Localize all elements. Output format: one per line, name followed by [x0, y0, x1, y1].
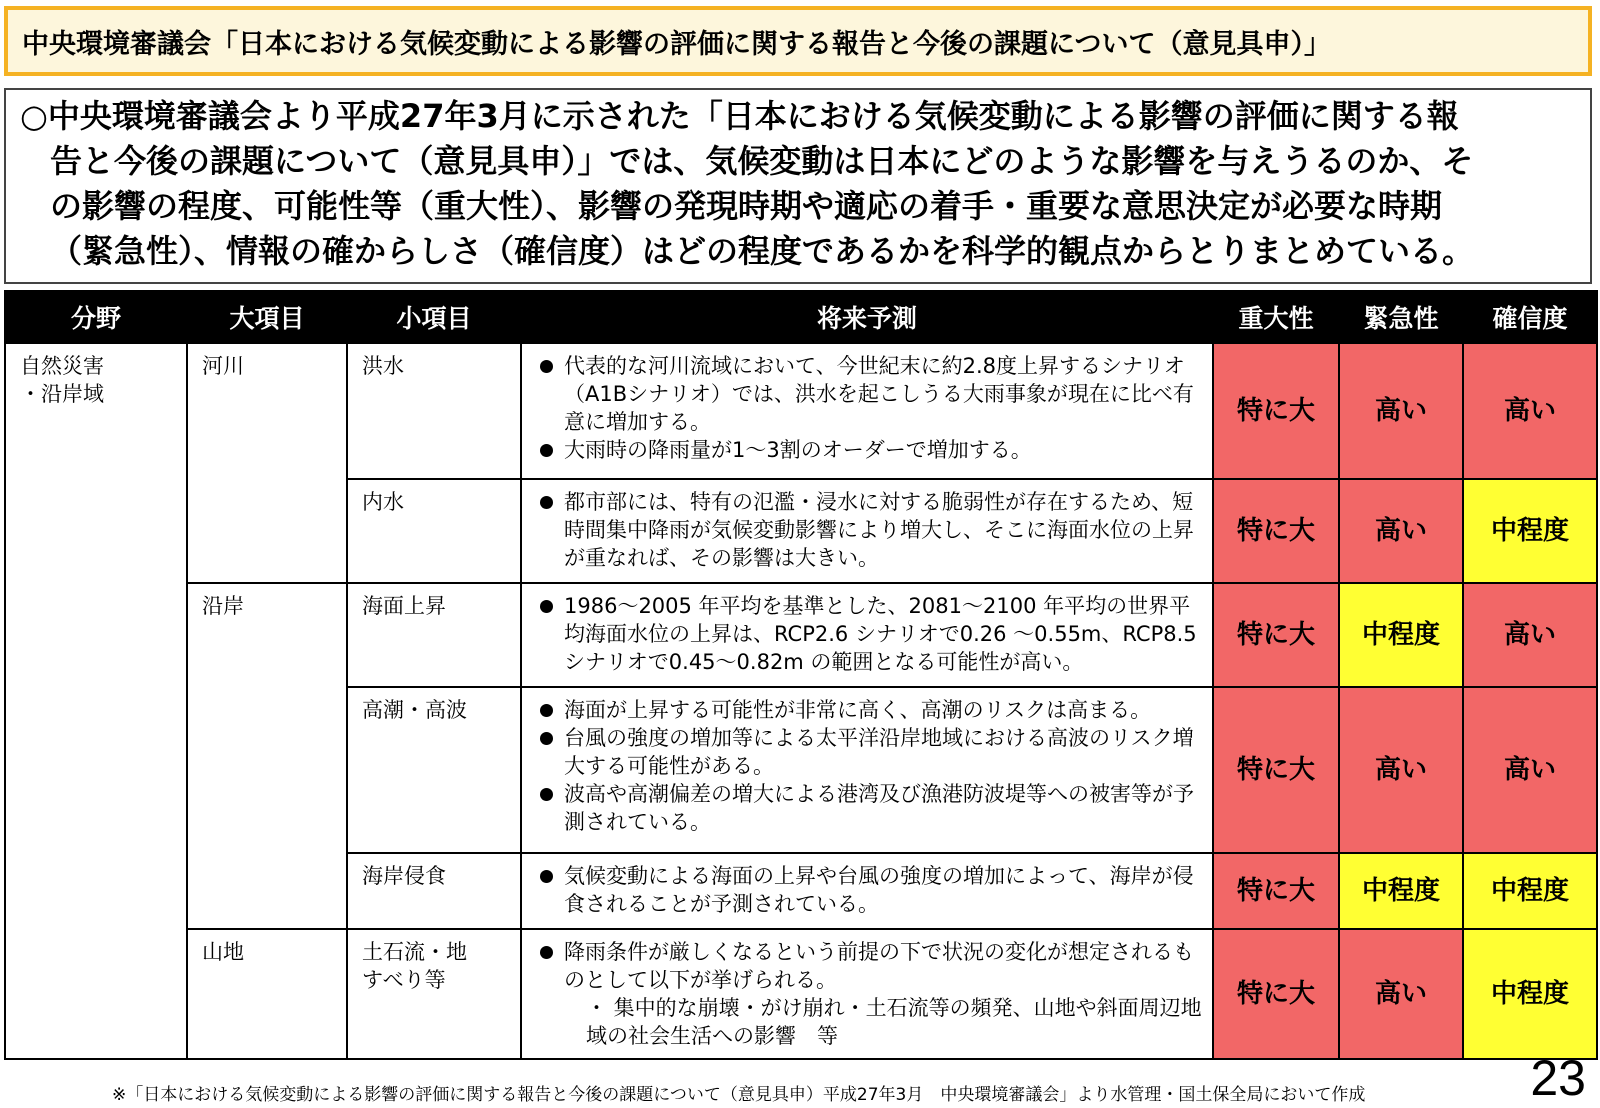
prediction-bullet: 降雨条件が厳しくなるという前提の下で状況の変化が想定されるものとして以下が挙げられる。	[536, 938, 1202, 994]
prediction-list	[536, 862, 1202, 918]
major-item-cell: 山地	[187, 929, 347, 1059]
confidence-cell: 中程度	[1463, 479, 1597, 583]
urgency-cell: 高い	[1339, 929, 1463, 1059]
header-field: 分野	[5, 291, 187, 343]
severity-cell: 特に大	[1213, 853, 1339, 929]
prediction-bullet: 代表的な河川流域において、今世紀末に約2.8度上昇するシナリオ（A1Bシナリオ）では、洪水を起こしうる大雨事象が現在に比べ有意に増加する。	[536, 352, 1202, 436]
minor-item-cell: 高潮・高波	[347, 687, 521, 853]
header-minor-item: 小項目	[347, 291, 521, 343]
prediction-list	[536, 938, 1202, 994]
prediction-sub-item: ・ 集中的な崩壊・がけ崩れ・土石流等の頻発、山地や斜面周辺地域の社会生活への影響 等	[586, 996, 1202, 1048]
minor-item-cell: 内水	[347, 479, 521, 583]
confidence-cell: 高い	[1463, 583, 1597, 687]
table-header-row	[5, 291, 1597, 343]
footer-note: ※「日本における気候変動による影響の評価に関する報告と今後の課題について（意見具申）平成27年3月 中央環境審議会」より水管理・国土保全局において作成	[112, 1085, 1366, 1105]
prediction-bullet: 海面が上昇する可能性が非常に高く、高潮のリスクは高まる。	[536, 696, 1202, 724]
prediction-cell	[521, 853, 1213, 929]
minor-item-cell: 海面上昇	[347, 583, 521, 687]
impact-table	[4, 290, 1598, 1060]
confidence-cell: 高い	[1463, 343, 1597, 479]
prediction-cell	[521, 687, 1213, 853]
prediction-list	[536, 488, 1202, 572]
header-major-item: 大項目	[187, 291, 347, 343]
minor-item-cell: 洪水	[347, 343, 521, 479]
major-item-cell: 河川	[187, 343, 347, 583]
severity-cell: 特に大	[1213, 479, 1339, 583]
prediction-bullet: 大雨時の降雨量が1～3割のオーダーで増加する。	[536, 436, 1202, 464]
severity-cell: 特に大	[1213, 583, 1339, 687]
urgency-cell: 中程度	[1339, 583, 1463, 687]
prediction-bullet: 都市部には、特有の氾濫・浸水に対する脆弱性が存在するため、短時間集中降雨が気候変動影響により増大し、そこに海面水位の上昇が重なれば、その影響は大きい。	[536, 488, 1202, 572]
prediction-bullet: 気候変動による海面の上昇や台風の強度の増加によって、海岸が侵食されることが予測されている。	[536, 862, 1202, 918]
urgency-cell: 高い	[1339, 479, 1463, 583]
page-number: 23	[1530, 1050, 1586, 1106]
field-cell: 自然災害 ・沿岸域	[5, 343, 187, 1059]
table-row	[5, 343, 1597, 479]
prediction-list	[536, 696, 1202, 836]
summary-line: 告と今後の課題について（意見具申）」では、気候変動は日本にどのような影響を与えうるのか、そ	[50, 142, 1474, 180]
prediction-cell	[521, 929, 1213, 1059]
summary-line: ○中央環境審議会より平成27年3月に示された「日本における気候変動による影響の評価に関する報	[20, 97, 1459, 135]
header-urgency: 緊急性	[1339, 291, 1463, 343]
prediction-bullet: 波高や高潮偏差の増大による港湾及び漁港防波堤等への被害等が予測されている。	[536, 780, 1202, 836]
urgency-cell: 高い	[1339, 687, 1463, 853]
table-row	[5, 929, 1597, 1059]
slide-title: 中央環境審議会「日本における気候変動による影響の評価に関する報告と今後の課題について（意見具申）」	[4, 6, 1592, 76]
header-prediction: 将来予測	[521, 291, 1213, 343]
confidence-cell: 中程度	[1463, 929, 1597, 1059]
prediction-bullet: 台風の強度の増加等による太平洋沿岸地域における高波のリスク増大する可能性がある。	[536, 724, 1202, 780]
minor-item-cell: 海岸侵食	[347, 853, 521, 929]
prediction-cell	[521, 583, 1213, 687]
severity-cell: 特に大	[1213, 687, 1339, 853]
header-severity: 重大性	[1213, 291, 1339, 343]
minor-item-cell: 土石流・地 すべり等	[347, 929, 521, 1059]
urgency-cell: 中程度	[1339, 853, 1463, 929]
urgency-cell: 高い	[1339, 343, 1463, 479]
prediction-cell	[521, 479, 1213, 583]
prediction-bullet: 1986～2005 年平均を基準とした、2081～2100 年平均の世界平均海面水位の上昇は、RCP2.6 シナリオで0.26 ～0.55m、RCP8.5 シナリオで0.45～0.82m の範囲となる可能性が高い。	[536, 592, 1202, 676]
summary-line: の影響の程度、可能性等（重大性）、影響の発現時期や適応の着手・重要な意思決定が必要な時期	[50, 187, 1443, 225]
summary-line: （緊急性）、情報の確からしさ（確信度）はどの程度であるかを科学的観点からとりまとめている。	[50, 232, 1475, 270]
major-item-cell: 沿岸	[187, 583, 347, 929]
severity-cell: 特に大	[1213, 343, 1339, 479]
prediction-cell	[521, 343, 1213, 479]
table-row	[5, 583, 1597, 687]
prediction-list	[536, 592, 1202, 676]
severity-cell: 特に大	[1213, 929, 1339, 1059]
confidence-cell: 高い	[1463, 687, 1597, 853]
confidence-cell: 中程度	[1463, 853, 1597, 929]
summary-box	[4, 88, 1592, 284]
header-confidence: 確信度	[1463, 291, 1597, 343]
prediction-list	[536, 352, 1202, 464]
